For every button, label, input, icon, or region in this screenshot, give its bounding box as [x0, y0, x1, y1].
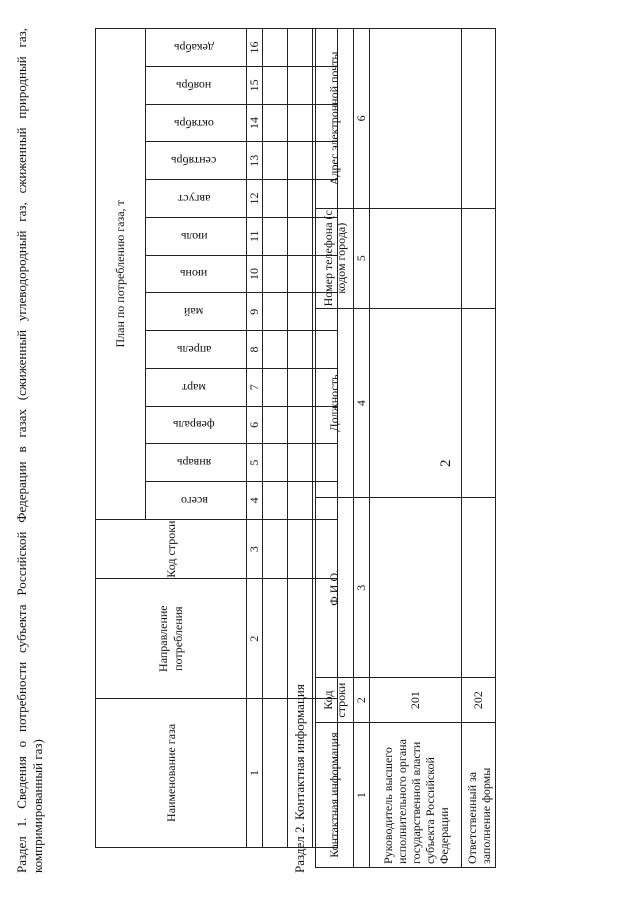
month-nov: ноябрь: [146, 66, 247, 104]
col-num: 14: [247, 104, 263, 142]
col-num: 8: [247, 331, 263, 369]
month-feb: февраль: [146, 406, 247, 444]
col-num: 15: [247, 66, 263, 104]
section1-title: Раздел 1. Сведения о потребности субъекта Российской Федерации в газах (сжиженный углеводородный газ, сжиженный природный газ, компримированный газ): [14, 28, 45, 873]
col-num: 1: [247, 698, 263, 847]
col-num: 7: [247, 368, 263, 406]
month-total: всего: [146, 482, 247, 520]
col-num: 5: [247, 444, 263, 482]
month-may: май: [146, 293, 247, 331]
row-code: 201: [370, 678, 462, 723]
month-apr: апрель: [146, 331, 247, 369]
col-num: 13: [247, 142, 263, 180]
col-num: 6: [354, 29, 370, 209]
header-contact: Контактная информация: [316, 723, 354, 868]
header-position: Должность: [316, 308, 354, 498]
header-plan: План по потреблению газа, т: [96, 29, 146, 520]
table-row: [263, 29, 288, 848]
col-num: 3: [247, 519, 263, 579]
month-oct: октябрь: [146, 104, 247, 142]
month-jun: июнь: [146, 255, 247, 293]
header-gas-name: Наименование газа: [96, 698, 247, 847]
month-jul: июль: [146, 217, 247, 255]
month-jan: январь: [146, 444, 247, 482]
header-email: Адрес электронной почты: [316, 29, 354, 209]
col-num: 3: [354, 498, 370, 678]
col-num: 4: [247, 482, 263, 520]
row-label-responsible: Ответственный за заполнение формы: [462, 723, 496, 868]
table-row: [462, 29, 496, 868]
header-code: Код строки: [96, 519, 247, 579]
header-fio: Ф.И.О.: [316, 498, 354, 678]
col-num: 6: [247, 406, 263, 444]
col-num: 11: [247, 217, 263, 255]
contact-table: [315, 28, 496, 868]
section2-title: Раздел 2. Контактная информация: [292, 684, 307, 873]
col-num: 1: [354, 723, 370, 868]
month-mar: март: [146, 368, 247, 406]
month-dec: декабрь: [146, 29, 247, 67]
header-code: Код строки: [316, 678, 354, 723]
col-num: 4: [354, 308, 370, 498]
col-num: 2: [247, 579, 263, 698]
table-row: [370, 29, 462, 868]
month-sep: сентябрь: [146, 142, 247, 180]
col-num: 10: [247, 255, 263, 293]
row-label-head: Руководитель высшего исполнительного органа государственной власти субъекта Российской Федерации: [370, 723, 462, 868]
col-num: 12: [247, 180, 263, 218]
col-num: 5: [354, 208, 370, 308]
page-number: 2: [438, 459, 454, 467]
header-direction: Направление потребления: [96, 579, 247, 698]
row-code: 202: [462, 678, 496, 723]
col-num: 9: [247, 293, 263, 331]
header-phone: Номер телефона (с кодом города): [316, 208, 354, 308]
month-aug: август: [146, 180, 247, 218]
col-num: 16: [247, 29, 263, 67]
col-num: 2: [354, 678, 370, 723]
